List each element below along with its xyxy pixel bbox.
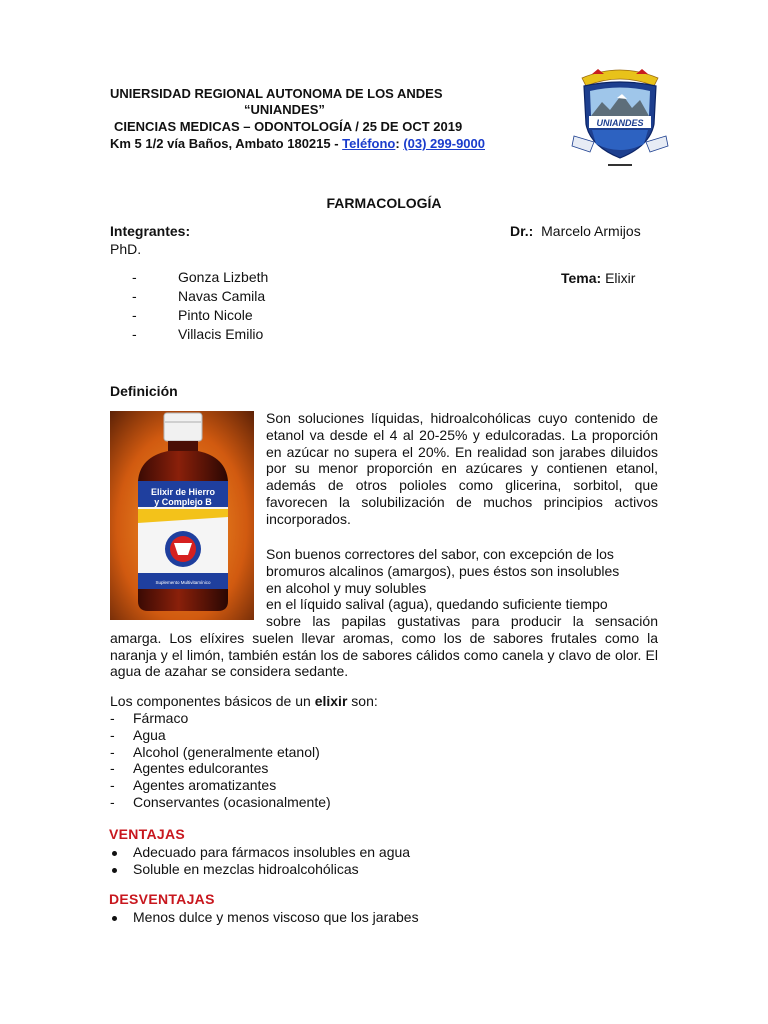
bottle-brand: Suplemento Multivitamínico [155,580,211,585]
bottle-label-line1: Elixir de Hierro [150,487,216,497]
address-text: Km 5 1/2 vía Baños, Ambato 180215 - [110,136,343,151]
list-item: - Navas Camila [132,288,266,304]
components-intro-text: Los componentes básicos de un [110,693,315,709]
bullet-icon [112,851,117,856]
integrantes-label: Integrantes: [110,223,191,239]
correctors-paragraph-tail: sobre las papilas gustativas para producir la sensación amarga. Los elíxires suelen llevar aromas, como los de sabores frutales como la naranja y el limón, también están los de sabores cálidos como canela y clavo de olor. El agua de azahar se considera sedante. [110,613,658,680]
elixir-bottle-image [110,411,254,620]
list-item: - Fármaco [110,710,189,726]
topic [561,270,635,287]
para2-line: en el líquido salival (agua), quedando suficiente tiempo [266,596,608,613]
components-intro [110,693,378,710]
university-name: UNIERSIDAD REGIONAL AUTONOMA DE LOS ANDES [110,86,443,101]
list-item: - Villacis Emilio [132,326,264,342]
list-item: - Agentes edulcorantes [110,760,269,777]
professor [510,223,641,240]
dr-label: Dr.: [510,223,534,239]
desventajas-list [110,909,530,926]
tema-value: Elixir [605,270,636,286]
ventajas-list [110,844,530,878]
university-acronym: “UNIANDES” [244,102,325,117]
logo-text: UNIANDES [596,118,644,128]
list-item: - Pinto Nicole [132,307,253,323]
university-logo [570,66,670,176]
tema-label: Tema: [561,270,602,286]
phone-link[interactable]: Teléfono [342,136,396,151]
list-item: Adecuado para fármacos insolubles en agua [110,844,530,861]
phone-number-link[interactable]: (03) 299-9000 [403,136,485,151]
components-keyword: elixir [314,693,348,709]
para2-line: bromuros alcalinos (amargos), pues éstos son insolubles [266,562,620,579]
list-item: - Gonza Lizbeth [132,269,269,285]
bullet-icon [112,916,117,921]
members-list [132,268,432,344]
components-list [110,710,510,811]
bottle-label-line2: y Complejo B [154,497,212,507]
address-line [110,135,485,153]
dr-name: Marcelo Armijos [541,223,641,239]
para2-line: Son buenos correctores del sabor, con excepción de los [266,546,614,562]
list-item: - Agentes aromatizantes [110,777,277,794]
colon: : [395,136,404,151]
para2-line: en alcohol y muy solubles [266,579,427,596]
list-item: Soluble en mezclas hidroalcohólicas [110,861,530,878]
list-item: - Conservantes (ocasionalmente) [110,793,331,810]
list-item: Menos dulce y menos viscoso que los jarabes [110,909,530,926]
dr-suffix: PhD. [110,241,142,257]
components-suffix: son: [347,693,378,709]
list-item: - Alcohol (generalmente etanol) [110,743,320,760]
bullet-icon [112,868,117,873]
list-item: - Agua [110,726,166,743]
definition-paragraph: Son soluciones líquidas, hidroalcohólicas cuyo contenido de etanol va desde el 4 al 20-25% y edulcoradas. La proporción en azúcar no supera el 20%. En realidad son jarabes diluidos por su menor proporción en azúcares y contienen etanol, además de otros polioles como glicerina, sorbitol, que favorecen la solubilización de muchos principios activos incorporados. [266,410,658,527]
correctors-paragraph-start [266,546,658,613]
ventajas-heading: VENTAJAS [109,826,186,842]
faculty-date: CIENCIAS MEDICAS – ODONTOLOGÍA / 25 DE OCT 2019 [114,119,463,134]
page-title: FARMACOLOGÍA [326,195,442,211]
desventajas-heading: DESVENTAJAS [109,891,215,907]
definicion-heading: Definición [110,383,178,399]
